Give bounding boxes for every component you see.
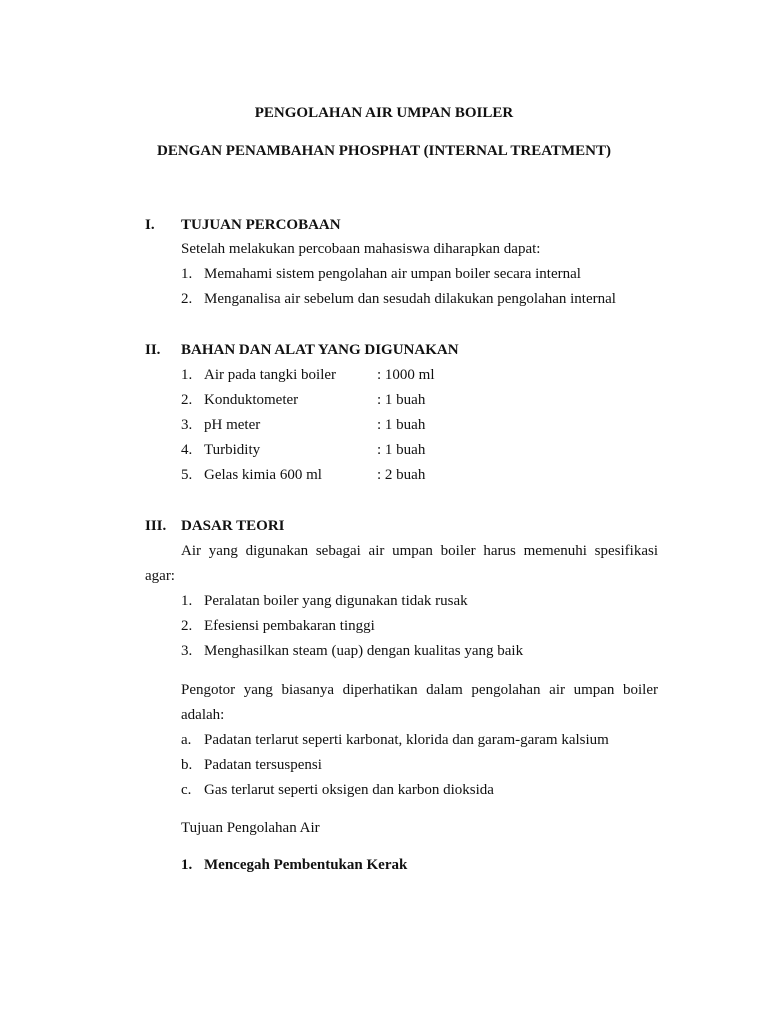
list-item: Menganalisa air sebelum dan sesudah dilakukan pengolahan internal bbox=[204, 291, 616, 307]
list-item: Peralatan boiler yang digunakan tidak rusak bbox=[204, 593, 468, 609]
material-name: pH meter bbox=[204, 417, 261, 433]
section-1-number: I. bbox=[145, 217, 155, 233]
list-number: 2. bbox=[181, 291, 193, 307]
list-letter: a. bbox=[181, 732, 192, 748]
section-3-heading: DASAR TEORI bbox=[181, 518, 285, 534]
document-subtitle: DENGAN PENAMBAHAN PHOSPHAT (INTERNAL TREATMENT) bbox=[157, 143, 611, 159]
list-number: 2. bbox=[181, 618, 193, 634]
list-letter: c. bbox=[181, 782, 192, 798]
section-1-heading: TUJUAN PERCOBAAN bbox=[181, 217, 341, 233]
section-3-number: III. bbox=[145, 518, 167, 534]
material-quantity: : 1000 ml bbox=[377, 367, 435, 383]
material-name: Turbidity bbox=[204, 442, 261, 458]
list-number: 3. bbox=[181, 417, 193, 433]
paragraph-line: Pengotor yang biasanya diperhatikan dalam pengolahan air umpan boiler bbox=[181, 682, 658, 698]
document-title: PENGOLAHAN AIR UMPAN BOILER bbox=[254, 105, 514, 121]
list-item: Efesiensi pembakaran tinggi bbox=[204, 618, 375, 634]
material-quantity: : 1 buah bbox=[377, 392, 426, 408]
subheading-number: 1. bbox=[181, 857, 193, 873]
paragraph-line: adalah: bbox=[181, 707, 225, 723]
list-item: Memahami sistem pengolahan air umpan boiler secara internal bbox=[204, 266, 581, 282]
list-item: Gas terlarut seperti oksigen dan karbon dioksida bbox=[204, 782, 494, 798]
list-number: 4. bbox=[181, 442, 193, 458]
list-item: Menghasilkan steam (uap) dengan kualitas yang baik bbox=[204, 643, 524, 659]
material-name: Konduktometer bbox=[204, 392, 299, 408]
list-number: 2. bbox=[181, 392, 193, 408]
list-number: 1. bbox=[181, 266, 193, 282]
paragraph-line: agar: bbox=[145, 568, 175, 584]
list-number: 1. bbox=[181, 367, 193, 383]
section-1-intro: Setelah melakukan percobaan mahasiswa diharapkan dapat: bbox=[181, 241, 541, 257]
material-quantity: : 1 buah bbox=[377, 417, 426, 433]
material-quantity: : 1 buah bbox=[377, 442, 426, 458]
list-number: 1. bbox=[181, 593, 193, 609]
material-name: Air pada tangki boiler bbox=[204, 367, 337, 383]
list-number: 5. bbox=[181, 467, 193, 483]
section-2-number: II. bbox=[145, 342, 161, 358]
list-item: Padatan tersuspensi bbox=[204, 757, 322, 773]
material-name: Gelas kimia 600 ml bbox=[204, 467, 322, 483]
material-quantity: : 2 buah bbox=[377, 467, 426, 483]
list-item: Padatan terlarut seperti karbonat, klorida dan garam-garam kalsium bbox=[204, 732, 609, 748]
subsection-label: Tujuan Pengolahan Air bbox=[181, 820, 320, 836]
list-number: 3. bbox=[181, 643, 193, 659]
paragraph-line: Air yang digunakan sebagai air umpan boiler harus memenuhi spesifikasi bbox=[181, 543, 658, 559]
section-2-heading: BAHAN DAN ALAT YANG DIGUNAKAN bbox=[181, 342, 459, 358]
subheading: Mencegah Pembentukan Kerak bbox=[204, 857, 408, 873]
list-letter: b. bbox=[181, 757, 193, 773]
